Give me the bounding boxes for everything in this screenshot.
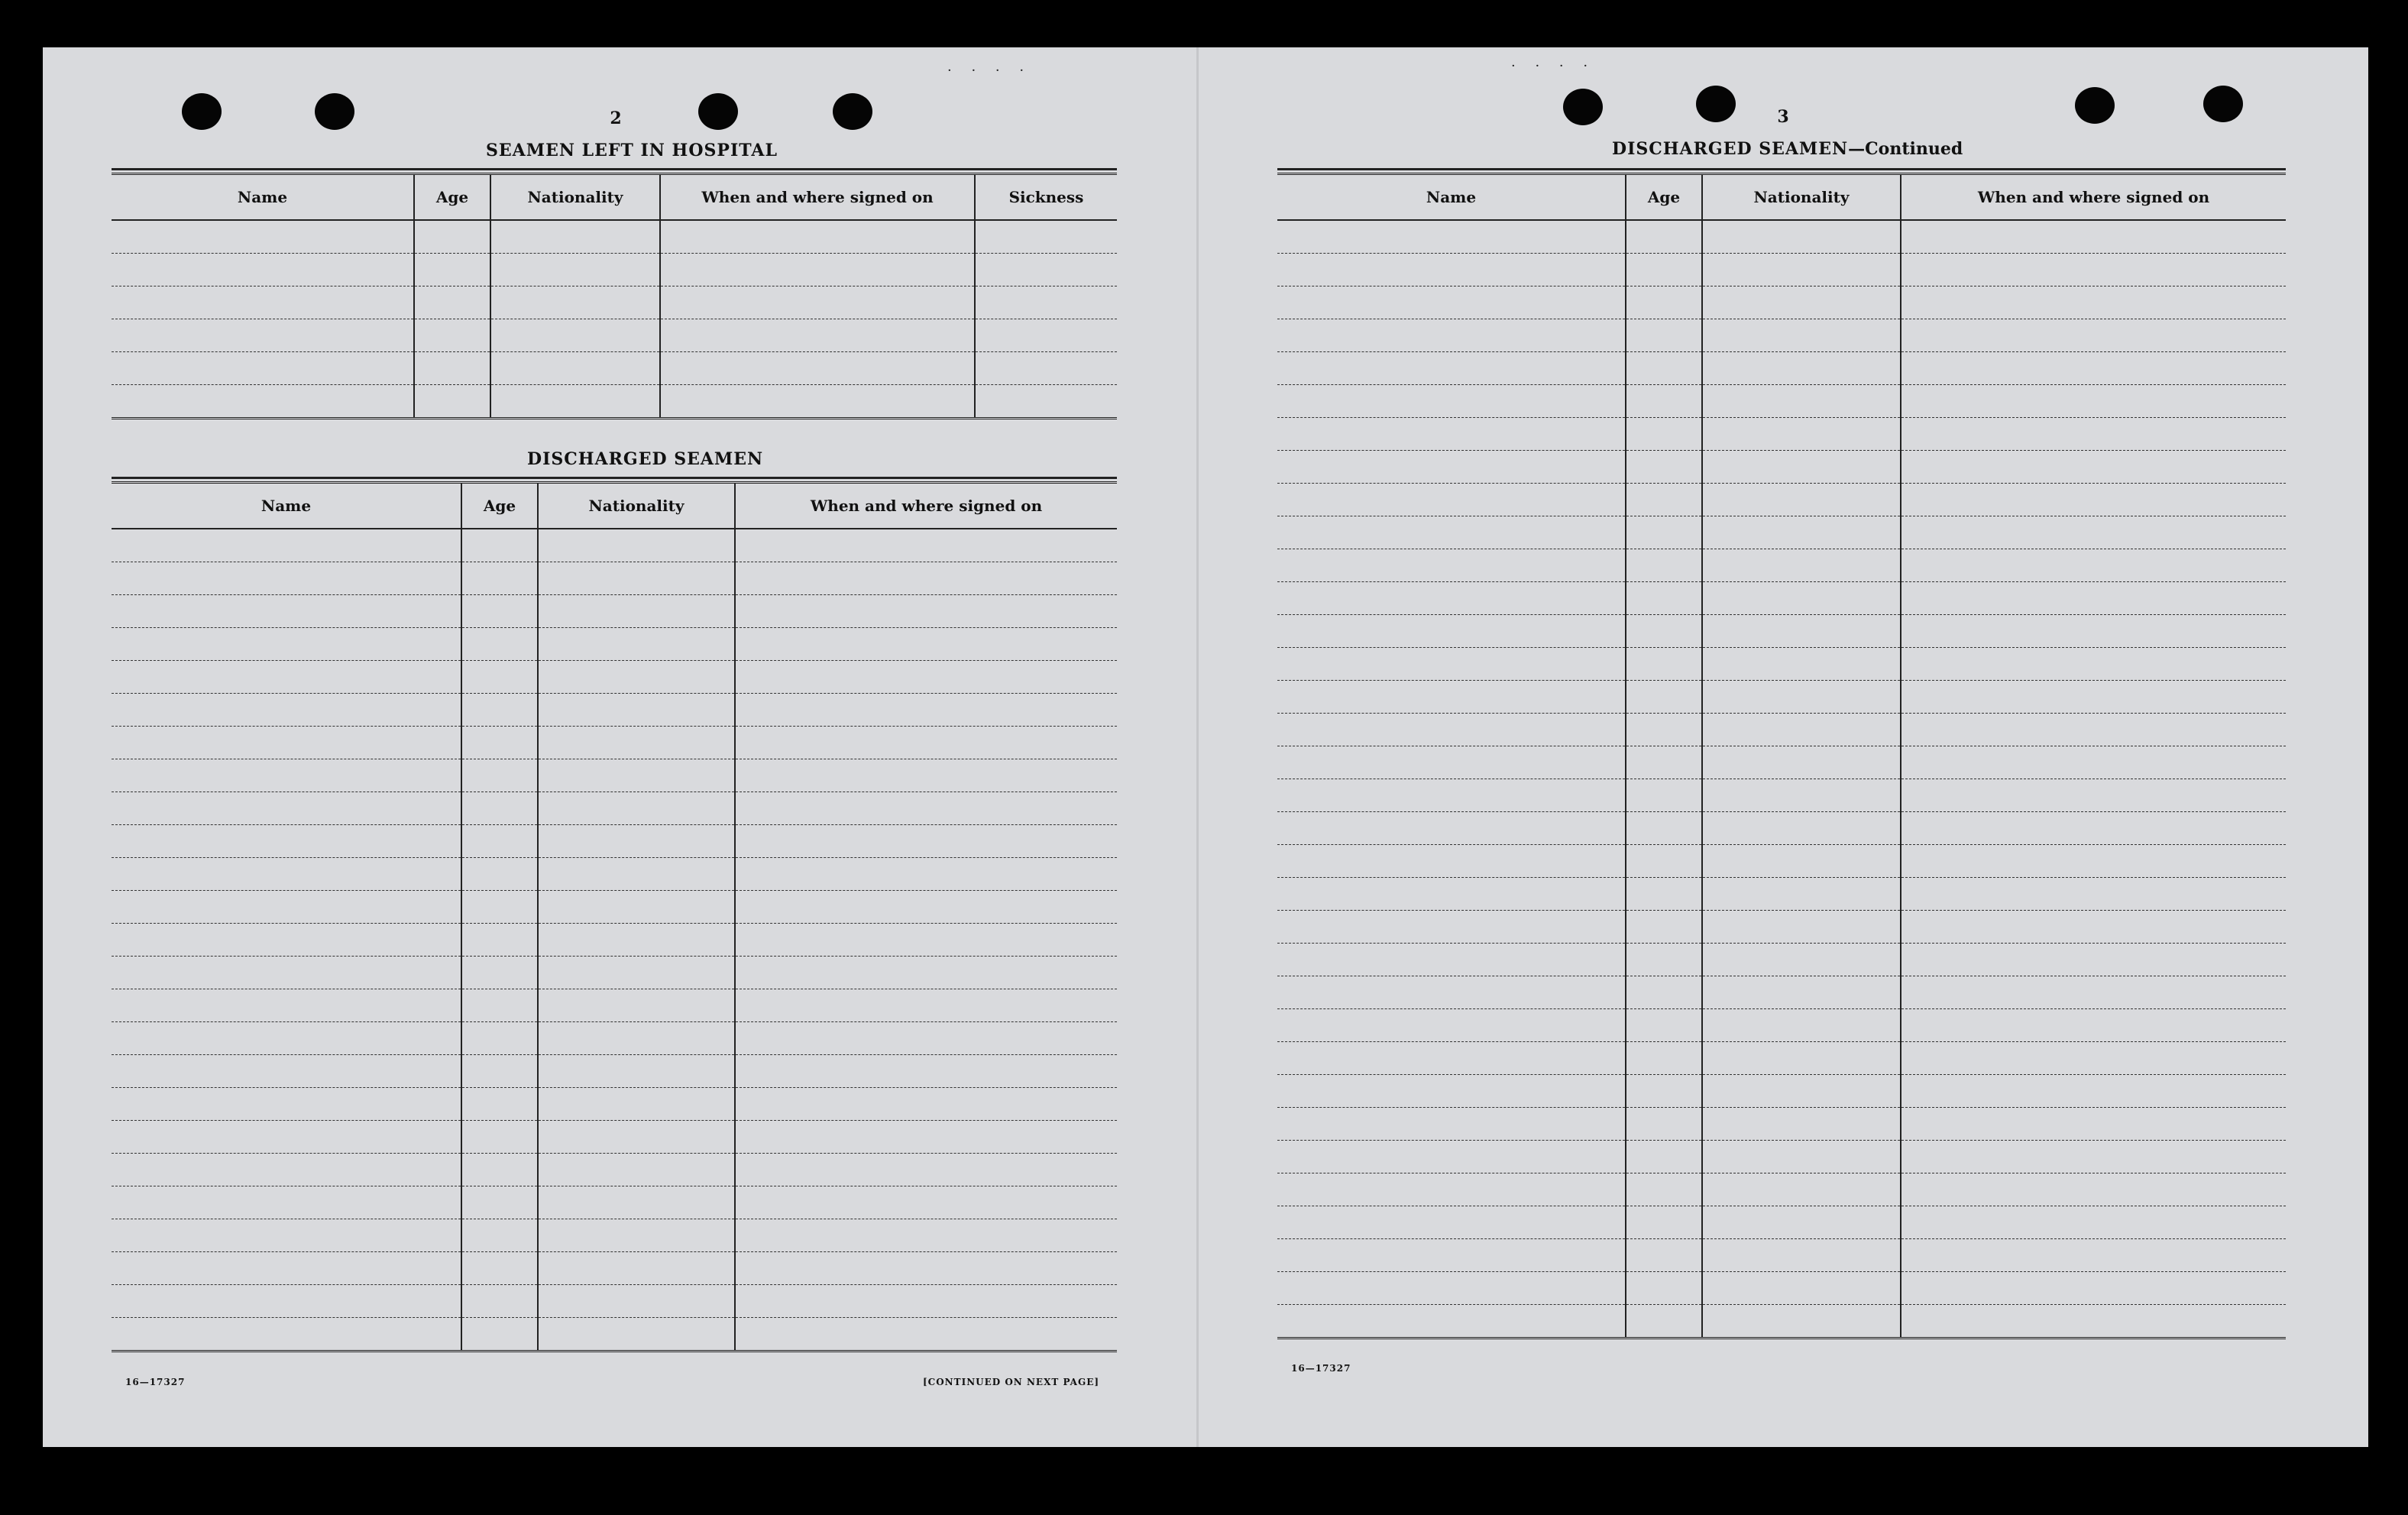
table-row (112, 595, 1117, 628)
table-row (1277, 1305, 2286, 1339)
table-row (112, 1285, 1117, 1318)
table-row (1277, 1009, 2286, 1042)
table-row (112, 891, 1117, 924)
table-row (112, 220, 1117, 254)
page-number-right: 3 (1777, 107, 1789, 127)
table-row (1277, 451, 2286, 484)
hospital-top-rule (112, 168, 1117, 173)
punch-hole (2203, 86, 2243, 122)
table-row (112, 1252, 1117, 1285)
scan-specks: · · · · (947, 63, 1032, 79)
table-row (1277, 1075, 2286, 1108)
table-row (1277, 254, 2286, 286)
col-header-signed-on: When and where signed on (1901, 175, 2286, 221)
punch-hole (1563, 89, 1603, 125)
table-row (112, 1088, 1117, 1121)
table-row (1277, 1042, 2286, 1075)
col-header-name: Name (112, 175, 414, 221)
table-row (1277, 911, 2286, 944)
page-fold (1196, 47, 1199, 1447)
col-header-nationality: Nationality (538, 484, 735, 529)
col-header-age: Age (414, 175, 490, 221)
col-header-signed-on: When and where signed on (735, 484, 1117, 529)
punch-hole (698, 93, 738, 130)
table-row (112, 628, 1117, 661)
table-row (1277, 1239, 2286, 1272)
punch-hole (2075, 87, 2115, 124)
col-header-sickness: Sickness (975, 175, 1117, 221)
table-row (1277, 220, 2286, 254)
table-row (112, 694, 1117, 727)
discharged-continued-title (1612, 139, 1963, 159)
table-row (1277, 319, 2286, 352)
form-code-left: 16—17327 (125, 1377, 186, 1387)
table-row (1277, 779, 2286, 812)
table-row (1277, 976, 2286, 1009)
col-header-name: Name (112, 484, 461, 529)
table-row (112, 1318, 1117, 1352)
hospital-table (112, 174, 1117, 419)
table-row (1277, 1272, 2286, 1305)
table-row (112, 352, 1117, 385)
discharged-table-left (112, 483, 1117, 1352)
table-row (1277, 615, 2286, 648)
discharged-title-text: DISCHARGED SEAMEN (1612, 139, 1849, 159)
hospital-section-title: SEAMEN LEFT IN HOSPITAL (486, 141, 778, 160)
punch-hole (315, 93, 354, 130)
table-row (112, 759, 1117, 792)
col-header-age: Age (1626, 175, 1702, 221)
table-row (112, 562, 1117, 595)
table-row (1277, 484, 2286, 516)
table-row (1277, 681, 2286, 714)
table-row (1277, 845, 2286, 878)
table-row (112, 1121, 1117, 1154)
col-header-nationality: Nationality (1702, 175, 1901, 221)
col-header-age: Age (461, 484, 538, 529)
table-row (112, 957, 1117, 989)
col-header-signed-on: When and where signed on (660, 175, 975, 221)
form-code-right: 16—17327 (1291, 1363, 1351, 1374)
discharged-section-title: DISCHARGED SEAMEN (527, 449, 764, 469)
table-row (112, 1055, 1117, 1088)
table-row (112, 529, 1117, 562)
table-row (112, 858, 1117, 891)
col-header-nationality: Nationality (490, 175, 660, 221)
discharged-table-right (1277, 174, 2286, 1339)
discharged-top-rule (112, 477, 1117, 482)
table-row (112, 989, 1117, 1022)
table-row (112, 286, 1117, 319)
table-row (112, 254, 1117, 286)
page-number-left: 2 (610, 108, 622, 128)
table-row (1277, 1173, 2286, 1206)
scan-specks: · · · · (1511, 58, 1596, 74)
table-row (1277, 418, 2286, 451)
table-row (1277, 746, 2286, 779)
continued-suffix: —Continued (1848, 139, 1963, 159)
table-row (1277, 714, 2286, 746)
table-row (1277, 286, 2286, 319)
table-row (112, 1186, 1117, 1219)
table-row (1277, 812, 2286, 845)
table-row (112, 661, 1117, 694)
table-row (112, 1022, 1117, 1055)
table-row (112, 924, 1117, 957)
table-row (112, 727, 1117, 759)
table-row (112, 1154, 1117, 1186)
table-row (1277, 549, 2286, 582)
punch-hole (182, 93, 222, 130)
table-row (1277, 1141, 2286, 1173)
table-row (1277, 516, 2286, 549)
table-row (1277, 1108, 2286, 1141)
table-row (1277, 878, 2286, 911)
table-row (1277, 648, 2286, 681)
table-row (112, 825, 1117, 858)
table-row (1277, 385, 2286, 418)
punch-hole (1696, 86, 1736, 122)
table-row (1277, 352, 2286, 385)
col-header-name: Name (1277, 175, 1626, 221)
table-row (112, 792, 1117, 825)
table-row (112, 1219, 1117, 1252)
discharged-right-top-rule (1277, 168, 2286, 173)
table-row (112, 319, 1117, 352)
continued-note: [CONTINUED ON NEXT PAGE] (923, 1377, 1100, 1387)
table-row (1277, 582, 2286, 615)
punch-hole (833, 93, 872, 130)
table-row (1277, 1206, 2286, 1239)
table-row (1277, 944, 2286, 976)
table-row (112, 385, 1117, 419)
